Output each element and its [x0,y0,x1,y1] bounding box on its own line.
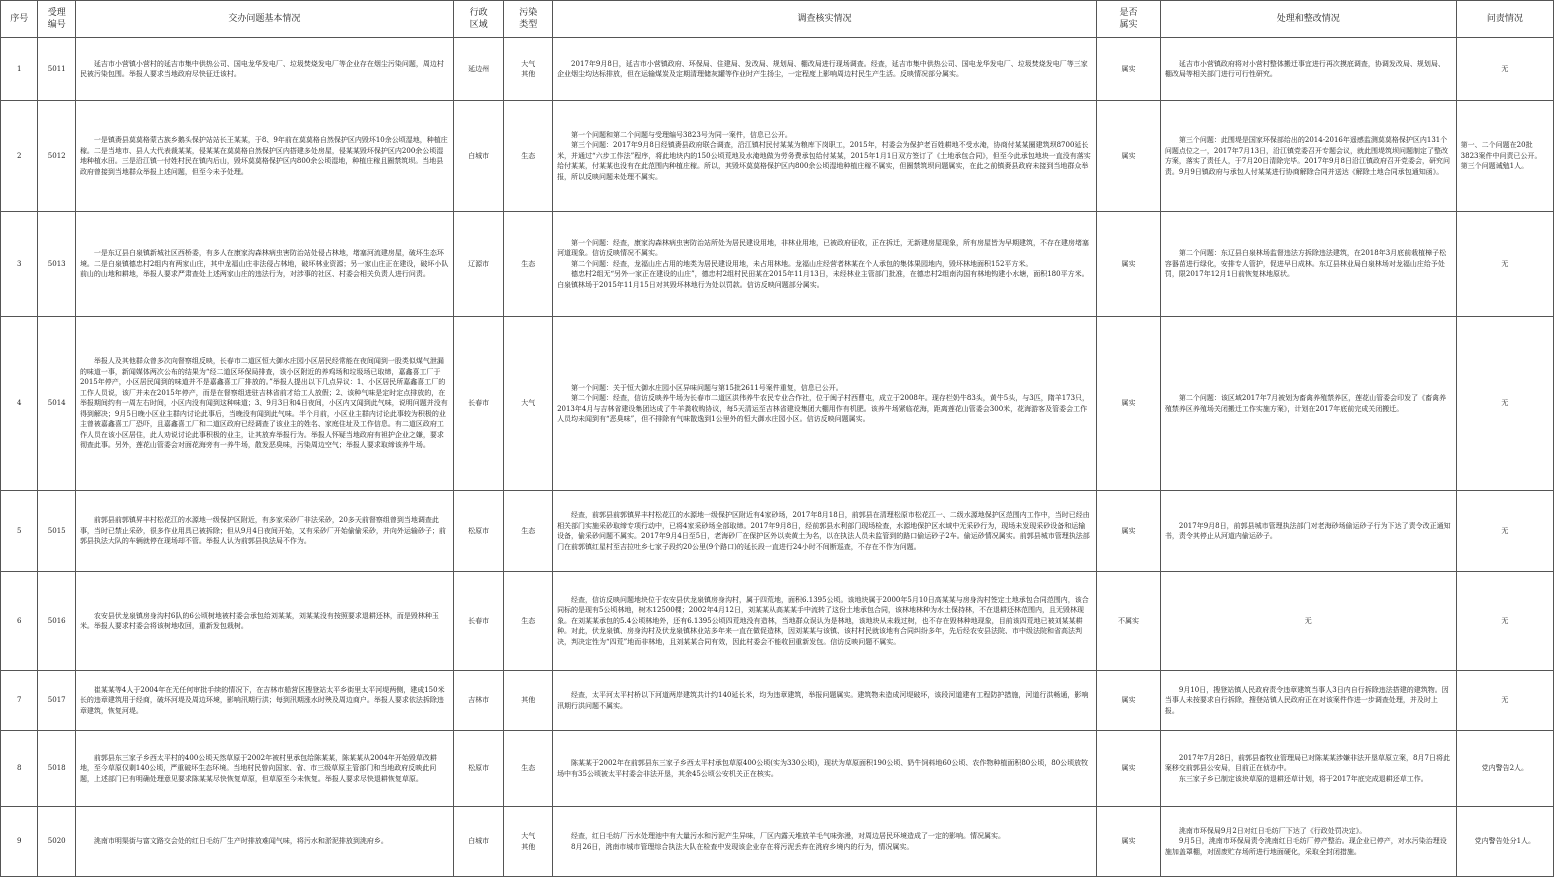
cell-no: 8 [1,731,38,807]
header-cell-investigation: 调查核实情况 [553,1,1097,38]
table-row [1,572,1554,671]
table-row [1,491,1554,572]
cell-region: 延边州 [453,38,504,101]
cell-handling: 9月10日，搜登站镇人民政府责令违章建筑当事人3日内自行拆除违法搭建的建筑物。因当事人未按要求自行拆除，搜登站镇人民政府正在对该案件作进一步调查处理，并及时上报。 [1160,671,1456,731]
cell-id: 5011 [38,38,75,101]
cell-verified: 属实 [1097,101,1161,212]
cell-id: 5014 [38,317,75,491]
cell-verified: 属实 [1097,491,1161,572]
cell-no: 4 [1,317,38,491]
cell-handling: 洮南市环保局9月2日对红日毛纺厂下达了《行政处罚决定》。 9月5日，洮南市环保局责令洮南红日毛纺厂停产整治。现企业已停产，对水污染治理设施加盖罩棚，对固废贮存场所进行地面硬化，采取全封闭措施。 [1160,807,1456,877]
cell-no: 7 [1,671,38,731]
cell-handling: 延吉市小营镇政府将对小营村整体搬迁事宜进行再次摸底调查，协调发改局、规划局、棚改局等相关部门进行可行性研究。 [1160,38,1456,101]
cell-issue: 洮南市明渠街与富文路交会处的红日毛纺厂生产时排放难闻气味，将污水和淤泥排放到洮府乡。 [75,807,453,877]
table-row [1,671,1554,731]
cell-investigation: 2017年9月8日，延吉市小营镇政府、环保局、住建局、发改局、规划局、棚改局进行现场调查。经查，延吉市集中供热公司、国电龙华发电厂、垃圾焚烧发电厂等三家企业烟尘均达标排放，但在运输煤炭及定期清理储灰罐等作业时产生扬尘，一定程度上影响周边村民生产生活。反映情况部分属实。 [553,38,1097,101]
cell-investigation: 经查，前郭县前郭镇昇丰村松花江的水源地一级保护区附近有4家砂场，2017年8月18日，前郭县在清理松原市松花江一、二级水源地保护区范围内工作中，当时已经由相关部门实施采砂取缔专项行动中，已将4家采砂场全部取缔。2017年9月8日，经前郭县水利部门现场检查，水源地保护区水域中无采砂行为，现场未发现采砂设备和运输设备，偷采砂问题不属实。2017年9月4日至5日，老海砂厂在保护区外以卖黄土为名，以在执法人员未监管到的路口偷运砂子2车。偷运砂情况属实。前郭县城市管理执法部门在前郭镇红星村至吉拉吐乡七家子段约20公里(9个路口)的延长段一直进行24小时不间断巡查，不存在不作为问题。 [553,491,1097,572]
cell-issue: 一是镇赉县莫莫格蒙古族乡鹅头保护站站长王某某，于8、9年前在莫莫格自然保护区内毁坏10余公顷湿地，种植庄稼。二是当地市、县人大代表裁某某，侵某某在莫莫格自然保护区内搭建多处房屋，侵某某毁坏保护区内200余公顷湿地种植水田。三是沿江镇一付姓村民在镇内后山，毁坏莫莫格保护区内800余公顷湿地，种植庄稼且圈禁筑坝。当地县政府曾接到当地群众举报上述问题，但至今未予处理。 [75,101,453,212]
cell-verified: 属实 [1097,317,1161,491]
cell-accountability: 无 [1456,317,1553,491]
cell-accountability: 无 [1456,212,1553,317]
cell-verified: 不属实 [1097,572,1161,671]
cell-issue: 延吉市小营镇小营村的延吉市集中供热公司、国电龙华发电厂、垃圾焚烧发电厂等企业存在烟尘污染问题，周边村民被污染包围。举报人要求当地政府尽快征迁该村。 [75,38,453,101]
cell-handling: 2017年9月8日，前郭县城市管理执法部门对老海砂场偷运砂子行为下达了责令改正通知书，责令其停止从河道内偷运砂子。 [1160,491,1456,572]
cell-no: 6 [1,572,38,671]
cell-issue: 举报人及其他群众曾多次向督察组反映，长春市二道区恒大御水庄园小区居民经常能在夜间闻到一股类似煤气泄漏的味道一事，新闻媒体两次公布的结果为“经二道区环保局排查，该小区附近的养鸡场和垃圾场已取缔，嘉鑫喜工厂于2015年停产，小区居民闻到的味道并不是嘉鑫喜工厂排放的。”举报人提出以下几点异议：1、小区居民所嘉鑫喜工厂的工作人员说，该厂并未在2015年停产，而是在督察组进驻吉林省前才给工人放假；2、该种气味是定时定点排放的，在举报期间约有一周左右时间，小区内没有闻到这种味道；3、9月3日和4日夜间，小区内又闻到此气味，说明问题并没有得到解决；9月5日晚小区业主群内讨论此事后，当晚没有闻到此气味。半个月前，小区业主群内讨论此事较为积极的业主曾被嘉鑫喜工厂恐吓，且嘉鑫喜工厂和二道区政府已经调查了该业主的姓名、家庭住址及工作信息。有二道区政府工作人员在该小区居住，此人劝说讨论此事积极的业主，让其放弃举报行为。举报人怀疑当地政府有袒护企业之嫌，要求彻查此事。另外，莲花山管委会对面花海旁有一养牛场，散发恶臭味，污染周边空气；举报人要求取缔该养牛场。 [75,317,453,491]
cell-verified: 属实 [1097,38,1161,101]
cell-region: 松原市 [453,491,504,572]
cell-type: 生态 [504,491,553,572]
cell-investigation: 陈某某于2002年在前郭县东三家子乡西太平村承包草原400公顷(实为330公顷)，现状为草原面积190公顷、奶牛饲料地60公顷、农作物种植面积80公顷，80公顷放牧场中有35公顷被太平村委会非法开垦，其余45公顷公安机关正在核实。 [553,731,1097,807]
cell-id: 5012 [38,101,75,212]
cell-issue: 一是东辽县白泉镇新城社区西桥委，有多人在康家沟森林病虫害防治站处侵占林地，堵塞河流建房屋，破坏生态环境。二是白泉镇德忠村2组内有两家山庄，其中龙福山庄非法侵占林地，破坏林业资源；另一家山庄正在建设，破坏小队前山的山地和耕地，举报人要求严肃查处上述两家山庄的违法行为，对涉事的社区、村委会相关负责人进行问责。 [75,212,453,317]
table-row [1,731,1554,807]
cell-issue: 崔某某等4人于2004年在无任何审批手续的情况下，在吉林市船营区搜登站太平乡街里太平河堤两侧，建成150米长的违章建筑用于经商，破坏河堤及周边环境，影响汛期行洪；每到汛期涨水时殃及周边商户。举报人要求依法拆除违章建筑，恢复河堤。 [75,671,453,731]
cell-issue: 农安县伏龙泉镇房身沟村6队的6公顷树地被村委会承包给刘某某，刘某某没有按照要求退耕还林，而是毁林种玉米。举报人要求村委会将该树地收回，重新发包栽树。 [75,572,453,671]
cell-type: 大气 其他 [504,807,553,877]
cell-region: 辽源市 [453,212,504,317]
cell-handling: 2017年7月28日，前郭县畜牧业管理局已对陈某某涉嫌非法开垦草原立案，8月7日将此案移交前郭县公安局，目前正在侦办中。 东三家子乡已制定该块草原的退耕还草计划，将于2017年底完成退耕还草工作。 [1160,731,1456,807]
header-cell-type: 污染 类型 [504,1,553,38]
cell-investigation: 经查，红日毛纺厂污水处理池中有大量污水和污泥产生异味，厂区内露天堆放羊毛气味弥漫，对周边居民环境造成了一定的影响。情况属实。 8月26日，洮南市城市管理综合执法大队在检查中发现该企业存在将污泥丢弃在洮府乡境内的行为，情况属实。 [553,807,1097,877]
cell-verified: 属实 [1097,807,1161,877]
cell-id: 5013 [38,212,75,317]
cell-accountability: 无 [1456,671,1553,731]
cell-accountability: 第一、二个问题在20批3823案件中问责已公开。 第三个问题诫勉1人。 [1456,101,1553,212]
cell-no: 9 [1,807,38,877]
cell-type: 大气 其他 [504,38,553,101]
table-row [1,807,1554,877]
cell-no: 2 [1,101,38,212]
cell-region: 长春市 [453,572,504,671]
cell-verified: 属实 [1097,212,1161,317]
cell-no: 1 [1,38,38,101]
table-row [1,317,1554,491]
cell-no: 3 [1,212,38,317]
cell-no: 5 [1,491,38,572]
cell-issue: 前郭县东三家子乡西太平村的400公顷天然草原于2002年被村里承包给陈某某，陈某某从2004年开始毁草改耕地，至今草原仅剩140公顷，严重破坏生态环境。当地村民曾向国家、省、市三级草原主管部门和当地政府反映此问题，上述部门已有明确处理意见要求陈某某尽快恢复草原，但草原至今未恢复。举报人要求尽快退耕恢复草原。 [75,731,453,807]
table-row [1,212,1554,317]
cell-accountability: 党内警告2人。 [1456,731,1553,807]
header-cell-accountability: 问责情况 [1456,1,1553,38]
header-cell-id: 受理 编号 [38,1,75,38]
cell-handling: 第二个问题：东辽县白泉林场监督违法方拆除违法建筑，在2018年3月底前栽植樟子松容器苗进行绿化，安排专人管护，促进早日成林。东辽县林业局白泉林场对龙福山庄给予处罚，限2017年12月1日前恢复林地原状。 [1160,212,1456,317]
cell-type: 大气 [504,317,553,491]
cell-region: 松原市 [453,731,504,807]
cell-id: 5016 [38,572,75,671]
header-cell-region: 行政 区域 [453,1,504,38]
cell-type: 生态 [504,572,553,671]
cell-accountability: 无 [1456,491,1553,572]
cell-accountability: 无 [1456,38,1553,101]
cell-handling: 第三个问题：此围堤是国家环保部给出的2014-2016年遥感监测莫莫格保护区内131个问题点位之一，2017年7月13日，沿江镇党委召开专题会议，就此围堤筑坝问题制定了整改方案，落实了责任人，于7月20日清除完毕。2017年9月8日沿江镇政府召开党委会，研究问责。9月9日镇政府与承包人付某某进行协商解除合同并送达《解除土地合同承包通知函》。 [1160,101,1456,212]
cell-verified: 属实 [1097,731,1161,807]
cell-issue: 前郭县前郭镇昇丰村松花江的水源地一级保护区附近，有多家采砂厂非法采砂，20多天前督察组曾到当地调查此事，当时已禁止采砂，很多作业用具已被拆除；但从9月4日夜间开始，又有采砂厂开始偷偷采砂，并向外运输砂子；前郭县执法大队的车辆就停在现场却不管。举报人认为前郭县执法局不作为。 [75,491,453,572]
cell-investigation: 第一个问题：经查，康家沟森林病虫害防治站所处为居民建设用地，非林业用地，已被政府征收，正在拆迁，无新建房屋现象，所有房屋皆为早期建筑，不存在建房堵塞河道现象。信访反映情况不属实。 第二个问题：经查，龙福山庄占用的地类为居民建设用地，未占用林地。龙福山庄经营者林某在个人承包的集体果园地内，毁坏林地面积152平方米。 德忠村2组无“另外一家正在建设的山庄”，德忠村2组村民田某在2015年11月13日，未经林业主管部门批准，在德忠村2组南沟国有林地钩建小水塘，面积180平方米。白泉镇林场于2015年11月15日对其毁坏林地行为处以罚款。信访反映问题部分属实。 [553,212,1097,317]
cell-type: 生态 [504,101,553,212]
table-row [1,101,1554,212]
header-cell-issue: 交办问题基本情况 [75,1,453,38]
cell-verified: 属实 [1097,671,1161,731]
cell-id: 5018 [38,731,75,807]
cell-investigation: 第一个问题和第二个问题与受理编号3823号为同一案件，信息已公开。 第三个问题：2017年9月8日经镇赉县政府联合调查，沿江镇村民付某某为粮库下岗职工，2015年，村委会为保护老百姓耕地不受水淹，协商付某某圈建筑坝8700延长米，并通过“六步工作法”程序，将此地块内的150公顷荒地及水淹地做为劳务费承包给付某某，2015年1月1日双方签订了《土地承包合同》，但至今此承包地块一直没有落实给付某某，付某某也没有在此范围内种植庄稼。所以，其毁坏莫莫格保护区内800余公顷湿地种植庄稼不属实，但圈禁筑坝问题属实，在此之前镇赉县政府未接到当地群众举报，所以反映问题未处理不属实。 [553,101,1097,212]
header-cell-verified: 是否 属实 [1097,1,1161,38]
cell-id: 5017 [38,671,75,731]
cell-accountability: 无 [1456,572,1553,671]
cell-region: 长春市 [453,317,504,491]
cell-accountability: 党内警告处分1人。 [1456,807,1553,877]
cell-investigation: 第一个问题：关于恒大御水庄园小区异味问题与第15批2611号案件重复，信息已公开。 第二个问题：经查，信访反映养牛场为长春市二道区洪伟养牛农民专业合作社，位于闽子村西曹屯，成立于2008年。现存栏奶牛83头，黄牛5头，与3匹，隋羊173只，2013年4月与吉林省建设集团达成了牛羊粪收购协议，每5天清运至吉林省建设集团大棚用作有机肥。该养牛场紧临花海，距离莲花山管委会300米，花海游客及管委会工作人员均未闻到有“恶臭味”，但不排除有气味散逸到1公里外的恒大御水庄园小区。信访反映问题属实。 [553,317,1097,491]
cell-region: 白城市 [453,807,504,877]
header-cell-handling: 处理和整改情况 [1160,1,1456,38]
cell-investigation: 经查，太平河太平村桥以下河道两岸建筑共计约140延长米，均为违章建筑，举报问题属实。建筑物未造成河堤破坏，该段河道建有工程防护措施，河道行洪畅通，影响汛期行洪问题不属实。 [553,671,1097,731]
table-row [1,38,1554,101]
cell-type: 生态 [504,212,553,317]
cell-id: 5020 [38,807,75,877]
cell-type: 生态 [504,731,553,807]
cell-region: 白城市 [453,101,504,212]
cell-type: 其他 [504,671,553,731]
cell-investigation: 经查，信访反映问题地块位于农安县伏龙泉镇房身沟村，属于四荒地，面积6.1395公顷。该地块属于2000年5月10日高某某与房身沟村签定土地承包合同范围内，该合同标的是现有5公顷林地，树木12500棵；2002年4月12日，刘某某从高某某手中流转了这份土地承包合同，该林地林种为水土保持林，不在退耕还林范围内，且无毁林现象。在刘某某承包的5.4公顷林地外，还有6.1395公顷四荒地没有造林，当地群众误认为是林地，该地块从未栽过树，也不存在毁林种地现象，目前该四荒地已被刘某某耕种。对此，伏龙泉镇、房身沟村及伏龙泉镇林业站多年来一直在做促造林，因刘某某与该镇、该村村民就该地有合同纠纷多年，先后经农安县法院、市中级法院和省高法判决，判决定性为“四荒”地而非林地，且刘某某合同有效，因此村委会不能收回重新发包。信访反映问题不属实。 [553,572,1097,671]
cell-id: 5015 [38,491,75,572]
cell-handling: 无 [1160,572,1456,671]
cell-region: 吉林市 [453,671,504,731]
header-cell-no: 序号 [1,1,38,38]
cell-handling: 第二个问题：该区域2017年7月被划为畜禽养殖禁养区，莲花山管委会印发了《畜禽养殖禁养区养殖场关闭搬迁工作实施方案》，计划在2017年底前完成关闭搬迁。 [1160,317,1456,491]
header-row [1,1,1554,38]
